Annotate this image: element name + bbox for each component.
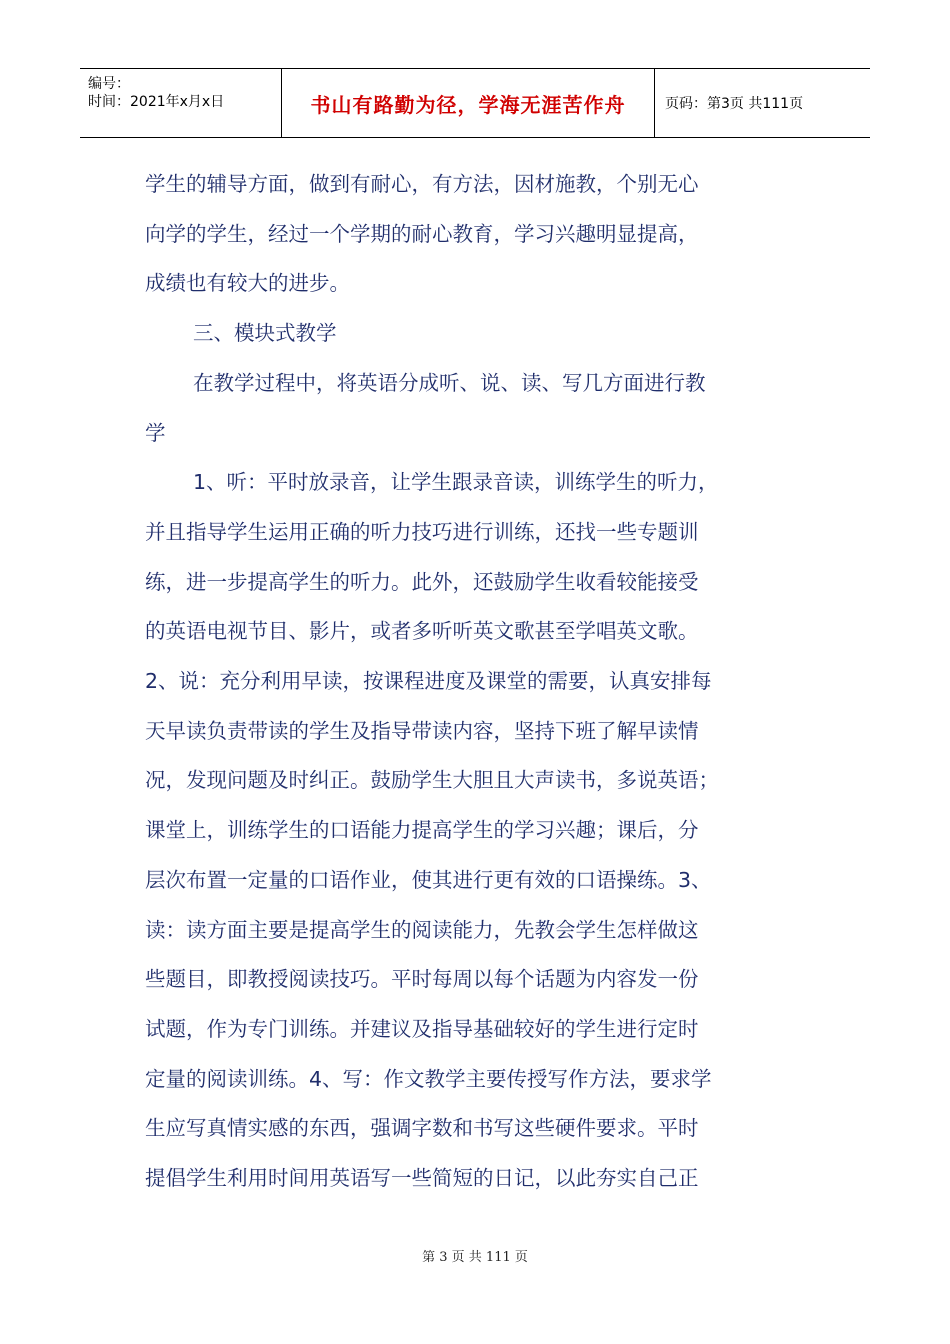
- header-page-cell: [655, 69, 870, 137]
- body-line: 向学的学生，经过一个学期的耐心教育，学习兴趣明显提高，: [145, 221, 699, 246]
- body-line: 读：读方面主要是提高学生的阅读能力，先教会学生怎样做这: [145, 917, 699, 942]
- body-line: 试题，作为专门训练。并建议及指导基础较好的学生进行定时: [145, 1016, 699, 1041]
- body-line: 课堂上，训练学生的口语能力提高学生的学习兴趣；课后，分: [145, 818, 699, 843]
- body-line: 2、说：充分利用早读，按课程进度及课堂的需要，认真安排每: [145, 669, 712, 694]
- time-label: 时间：2021年x月x日: [88, 94, 225, 110]
- header-left-cell: [80, 69, 281, 137]
- body-line: 学生的辅导方面，做到有耐心，有方法，因材施教，个别无心: [145, 172, 699, 196]
- page-header: [80, 68, 870, 138]
- section-heading: 三、模块式教学: [193, 321, 337, 346]
- body-line: 生应写真情实感的东西，强调字数和书写这些硬件要求。平时: [145, 1116, 699, 1141]
- body-line: 层次布置一定量的口语作业，使其进行更有效的口语操练。3、: [145, 867, 712, 892]
- page-info: 页码：第3页 共111页: [665, 96, 804, 112]
- body-line: 况，发现问题及时纠正。鼓励学生大胆且大声读书，多说英语；: [145, 768, 719, 793]
- header-motto-cell: [281, 69, 655, 137]
- body-line: 些题目，即教授阅读技巧。平时每周以每个话题为内容发一份: [145, 967, 699, 992]
- body-line: 的英语电视节目、影片，或者多听听英文歌甚至学唱英文歌。: [145, 619, 699, 644]
- page-footer: 第 3 页 共 111 页: [422, 1250, 528, 1265]
- body-line: 天早读负责带读的学生及指导带读内容，坚持下班了解早读情: [145, 718, 699, 743]
- motto-text: 书山有路勤为径，学海无涯苦作舟: [310, 92, 626, 117]
- body-line: 定量的阅读训练。4、写：作文教学主要传授写作方法，要求学: [145, 1066, 712, 1091]
- body-line: 成绩也有较大的进步。: [145, 271, 350, 296]
- document-body: [145, 160, 795, 1204]
- body-line: 在教学过程中，将英语分成听、说、读、写几方面进行教: [193, 370, 706, 395]
- body-line: 1、听：平时放录音，让学生跟录音读，训练学生的听力，: [193, 470, 719, 495]
- number-label: 编号：: [88, 76, 130, 92]
- body-line: 学: [145, 420, 166, 445]
- body-line: 并且指导学生运用正确的听力技巧进行训练，还找一些专题训: [145, 519, 699, 544]
- body-line: 练，进一步提高学生的听力。此外，还鼓励学生收看较能接受: [145, 569, 699, 594]
- body-line: 提倡学生利用时间用英语写一些简短的日记，以此夯实自己正: [145, 1166, 699, 1191]
